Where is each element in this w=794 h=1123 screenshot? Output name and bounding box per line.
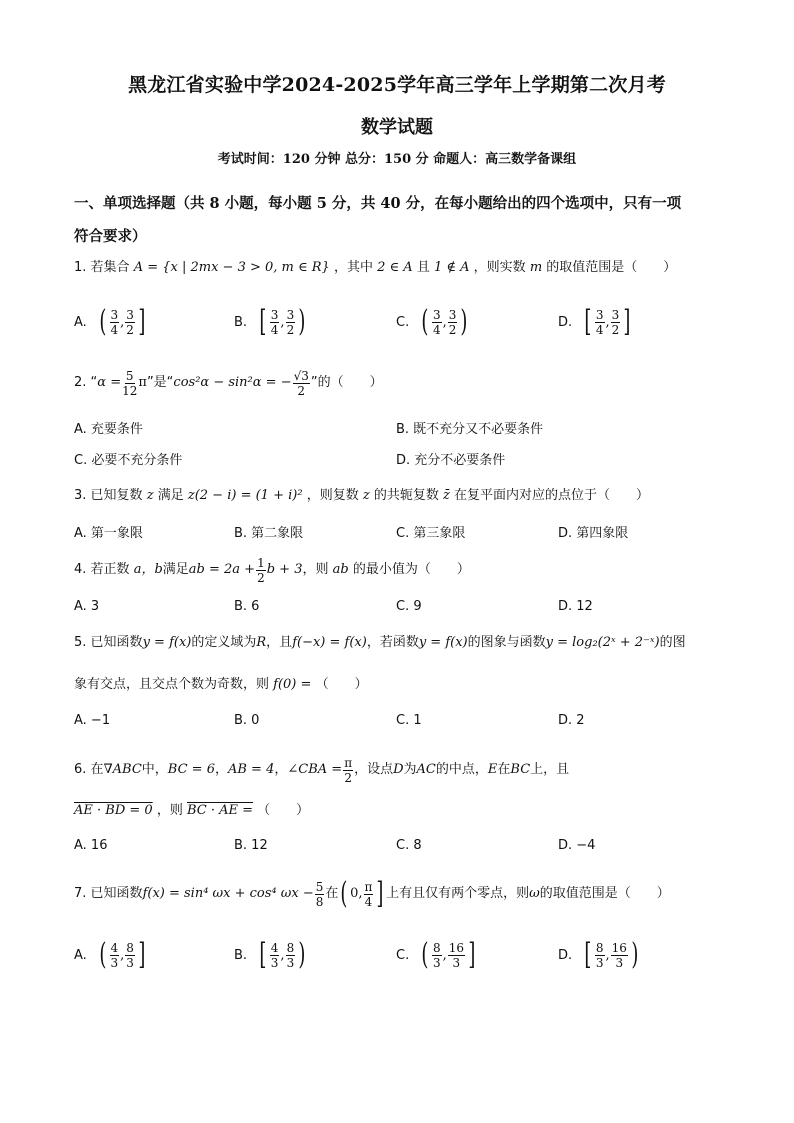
interval-right-bracket: ] (376, 876, 384, 911)
fraction (343, 756, 353, 785)
math-expression: f(x) = sin⁴ ωx + cos⁴ ωx − (142, 886, 314, 901)
option-label: B. (234, 314, 248, 330)
set-expression: A = {x | 2mx − 3 > 0, m ∈ R} (133, 260, 330, 275)
variables: a，b (133, 562, 163, 577)
variable: D (393, 762, 404, 777)
question-text: 上，且 (530, 762, 570, 777)
question-text: 满足 (162, 562, 189, 577)
fraction (611, 941, 628, 970)
fraction-denominator: 2 (126, 322, 134, 337)
fraction-denominator: 2 (611, 322, 620, 337)
fraction-numerator: 8 (595, 940, 604, 955)
fraction-denominator: 2 (286, 322, 295, 337)
option-d[interactable]: D. 12 (558, 599, 593, 614)
vector-expression: AE · BD = 0 (74, 803, 153, 818)
fraction-denominator: 4 (595, 322, 604, 337)
fraction-numerator: 3 (595, 307, 604, 322)
question-text: 上有且仅有两个零点，则 (386, 886, 530, 901)
fraction-numerator: 8 (126, 940, 134, 955)
fraction-denominator: 4 (432, 322, 441, 337)
option-label: A. (74, 314, 87, 330)
fraction (611, 308, 621, 337)
fraction-numerator: 4 (270, 940, 279, 955)
question-number: 6. (74, 762, 87, 777)
interval-right-bracket: ) (298, 937, 306, 972)
fraction-numerator: π (364, 879, 373, 894)
math-expression: f(0) = (273, 677, 312, 692)
interval-comma: , (120, 947, 125, 963)
fraction-numerator: 16 (611, 940, 627, 955)
fraction (270, 941, 280, 970)
separator: ， (274, 762, 288, 777)
math-expression: y = log₂(2ˣ + 2⁻ˣ) (545, 635, 660, 650)
fraction-denominator: 3 (595, 955, 604, 970)
fraction (448, 941, 465, 970)
option-a[interactable] (74, 302, 148, 342)
fraction-numerator: √3 (293, 368, 309, 383)
option-a[interactable]: A. 充要条件 (74, 422, 143, 437)
question-5-line1 (74, 633, 734, 653)
question-3 (74, 486, 734, 506)
fraction (110, 941, 120, 970)
question-number: 1. (74, 260, 87, 275)
triangle-label: ∇ABC (103, 762, 142, 777)
question-2 (74, 368, 734, 398)
question-number: 7. (74, 886, 87, 901)
variable: AC (416, 762, 436, 777)
question-text: 的共轭复数 (373, 488, 439, 503)
interval-right-bracket: ) (298, 304, 306, 339)
option-c[interactable]: C. 8 (396, 838, 422, 853)
fraction-numerator: 3 (126, 307, 134, 322)
variable: z (146, 488, 154, 503)
section-heading-line2: 符合要求） (74, 228, 147, 245)
section-heading (74, 187, 734, 253)
fraction-numerator: 3 (448, 307, 457, 322)
fraction-numerator: 16 (448, 940, 464, 955)
math-expression: y = f(x) (418, 635, 468, 650)
math-expression: f(−x) = f(x) (292, 635, 367, 650)
question-text: “ (90, 375, 98, 390)
condition-expression: 2 ∈ A (377, 260, 413, 275)
question-text: 的取值范围是（ ） (546, 260, 677, 275)
option-d[interactable]: D. 2 (558, 713, 585, 728)
option-a[interactable]: A. 3 (74, 599, 100, 614)
fraction (256, 556, 266, 585)
math-expression: ab = 2a + (188, 562, 256, 577)
question-text: 的取值范围是（ ） (539, 886, 670, 901)
interval-comma: , (442, 314, 447, 330)
option-label: A. (74, 947, 87, 963)
variable: BC (510, 762, 531, 777)
separator: ， (214, 762, 228, 777)
question-4 (74, 555, 734, 585)
question-text: 的最小值为（ ） (352, 562, 470, 577)
option-b[interactable]: B. 12 (234, 838, 268, 853)
question-number: 4. (74, 562, 87, 577)
pi-symbol: π (138, 375, 147, 390)
variable: z̄ (443, 488, 450, 503)
interval-right-bracket: ] (623, 304, 631, 339)
question-text: ，则 (302, 562, 329, 577)
interval-right-bracket: ] (468, 937, 476, 972)
question-number: 3. (74, 488, 87, 503)
option-c[interactable]: C. 第三象限 (396, 526, 466, 541)
math-expression: BC = 6 (167, 762, 215, 777)
fraction-denominator: 2 (344, 770, 352, 785)
fraction-numerator: 3 (432, 307, 441, 322)
option-c[interactable]: C. 1 (396, 713, 422, 728)
fraction (432, 941, 442, 970)
question-text: 满足 (157, 488, 184, 503)
question-text: ，其中 (333, 260, 373, 275)
option-label: C. (396, 947, 410, 963)
question-number: 2. (74, 375, 87, 390)
question-text: 在 (497, 762, 511, 777)
interval-left-bracket: [ (259, 937, 267, 972)
fraction-denominator: 3 (126, 955, 134, 970)
question-text: ，若函数 (366, 635, 419, 650)
fraction-denominator: 2 (448, 322, 457, 337)
fraction-denominator: 3 (110, 955, 119, 970)
option-d[interactable] (558, 302, 633, 342)
option-a[interactable]: A. 16 (74, 838, 108, 853)
fraction-numerator: 3 (110, 307, 119, 322)
option-a[interactable]: A. −1 (74, 713, 111, 728)
interval-left-bracket: ( (340, 876, 348, 911)
question-text: 在复平面内对应的点位于（ ） (454, 488, 650, 503)
option-label: C. (396, 314, 410, 330)
interval-left-bracket: ( (421, 304, 429, 339)
option-b[interactable]: B. 第二象限 (234, 526, 304, 541)
fraction (432, 308, 442, 337)
interval-comma: , (280, 314, 285, 330)
fraction-denominator: 4 (110, 322, 119, 337)
exam-subtitle: 数学试题 (361, 117, 433, 138)
question-6-line1 (74, 753, 734, 787)
fraction-numerator: 5 (125, 368, 134, 383)
option-d[interactable]: D. −4 (558, 838, 596, 853)
option-b[interactable]: B. 0 (234, 713, 260, 728)
option-label: B. (234, 947, 248, 963)
question-text: 在 (90, 762, 104, 777)
fraction (293, 369, 310, 398)
question-text: （ ） (315, 677, 368, 692)
question-text: 的中点， (435, 762, 488, 777)
fraction-denominator: 2 (297, 383, 306, 398)
math-expression: y = f(x) (142, 635, 192, 650)
fraction (315, 880, 325, 909)
interval-comma: , (120, 314, 125, 330)
variable: R (256, 635, 267, 650)
question-text: ”的（ ） (310, 375, 383, 390)
question-7-options (74, 935, 734, 975)
fraction-numerator: 3 (270, 307, 279, 322)
question-text: 且 (416, 260, 430, 275)
question-text: 的图 (659, 635, 686, 650)
question-text: 的定义域为 (191, 635, 257, 650)
question-text: 的图象与函数 (467, 635, 546, 650)
variable: E (487, 762, 498, 777)
question-text: ，且 (266, 635, 293, 650)
fraction-denominator: 3 (286, 955, 295, 970)
variable: ab (332, 562, 349, 577)
fraction-denominator: 3 (615, 955, 624, 970)
interval-start: 0, (350, 886, 363, 901)
question-text: 已知函数 (90, 635, 143, 650)
option-c[interactable] (396, 935, 478, 975)
question-text: ，设点 (354, 762, 394, 777)
question-text: 象有交点，且交点个数为奇数，则 (74, 677, 270, 692)
fraction (286, 308, 296, 337)
option-c[interactable] (396, 302, 470, 342)
question-text: 在 (325, 886, 339, 901)
question-text: 若正数 (90, 562, 130, 577)
question-text: 已知复数 (90, 488, 143, 503)
option-b[interactable] (234, 302, 308, 342)
fraction (110, 308, 120, 337)
question-text: ，则复数 (306, 488, 359, 503)
math-expression: ∠CBA = (287, 762, 343, 777)
math-expression: z(2 − i) = (1 + i)² (187, 488, 303, 503)
math-expression: AB = 4 (227, 762, 275, 777)
variable: z (362, 488, 370, 503)
fraction-denominator: 8 (315, 894, 324, 909)
fraction (595, 308, 605, 337)
interval-left-bracket: ( (99, 937, 107, 972)
fraction (595, 941, 605, 970)
question-6-line2 (74, 801, 734, 821)
question-text: （ ） (257, 803, 310, 818)
fraction (448, 308, 458, 337)
fraction-denominator: 3 (452, 955, 461, 970)
interval-right-bracket: ] (138, 937, 146, 972)
option-a[interactable] (74, 935, 148, 975)
option-d[interactable] (558, 935, 641, 975)
fraction-numerator: 3 (286, 307, 295, 322)
question-1 (74, 258, 734, 278)
option-d[interactable]: D. 充分不必要条件 (396, 453, 506, 468)
vector-expression: BC · AE = (186, 803, 254, 818)
interval-right-bracket: ] (138, 304, 146, 339)
interval-left-bracket: [ (584, 304, 592, 339)
variable: ω (529, 886, 540, 901)
interval-comma: , (605, 314, 610, 330)
interval-left-bracket: ( (99, 304, 107, 339)
fraction-denominator: 4 (364, 894, 373, 909)
exam-title: 黑龙江省实验中学2024-2025学年高三学年上学期第二次月考 (128, 74, 666, 96)
condition-expression: 1 ∉ A (433, 260, 470, 275)
question-text: ，则 (156, 803, 183, 818)
question-7 (74, 874, 734, 914)
section-heading-line1: 一、单项选择题（共 8 小题，每小题 5 分，共 40 分，在每小题给出的四个选项中，只有一项 (74, 195, 682, 212)
fraction (364, 880, 374, 909)
fraction-numerator: 3 (611, 307, 620, 322)
question-text: 中， (141, 762, 168, 777)
question-text: ”是“ (146, 375, 174, 390)
option-label: D. (558, 314, 573, 330)
question-text: 为 (403, 762, 417, 777)
fraction-denominator: 3 (432, 955, 441, 970)
option-label: D. (558, 947, 573, 963)
fraction-numerator: 5 (315, 879, 324, 894)
question-5-line2 (74, 675, 734, 695)
fraction (125, 941, 135, 970)
fraction (270, 308, 280, 337)
option-b[interactable]: B. 既不充分又不必要条件 (396, 422, 544, 437)
interval-right-bracket: ) (631, 937, 639, 972)
fraction (286, 941, 296, 970)
math-expression: α = (97, 375, 122, 390)
fraction (122, 369, 137, 398)
question-text: ，则实数 (473, 260, 526, 275)
interval-left-bracket: ( (421, 937, 429, 972)
fraction-numerator: 1 (257, 555, 265, 570)
option-c[interactable]: C. 必要不充分条件 (74, 453, 183, 468)
fraction (125, 308, 135, 337)
question-text: 已知函数 (90, 886, 143, 901)
question-1-options (74, 302, 734, 342)
option-a[interactable]: A. 第一象限 (74, 526, 143, 541)
fraction-numerator: 4 (110, 940, 119, 955)
fraction-denominator: 2 (257, 570, 265, 585)
interval-comma: , (605, 947, 610, 963)
fraction-numerator: 8 (286, 940, 295, 955)
fraction-denominator: 4 (270, 322, 279, 337)
math-expression: b + 3 (266, 562, 303, 577)
question-number: 5. (74, 635, 87, 650)
option-b[interactable]: B. 6 (234, 599, 260, 614)
option-b[interactable] (234, 935, 308, 975)
interval-left-bracket: [ (259, 304, 267, 339)
fraction-numerator: 8 (432, 940, 441, 955)
interval-left-bracket: [ (584, 937, 592, 972)
math-expression: cos²α − sin²α = − (173, 375, 292, 390)
option-d[interactable]: D. 第四象限 (558, 526, 629, 541)
fraction-denominator: 3 (270, 955, 279, 970)
interval-comma: , (442, 947, 447, 963)
variable: m (529, 260, 543, 275)
fraction-denominator: 12 (122, 383, 138, 398)
fraction-numerator: π (344, 755, 353, 770)
question-text: 若集合 (90, 260, 130, 275)
interval-comma: , (280, 947, 285, 963)
interval-right-bracket: ) (460, 304, 468, 339)
exam-meta: 考试时间：120 分钟 总分：150 分 命题人：高三数学备课组 (217, 152, 577, 167)
option-c[interactable]: C. 9 (396, 599, 422, 614)
